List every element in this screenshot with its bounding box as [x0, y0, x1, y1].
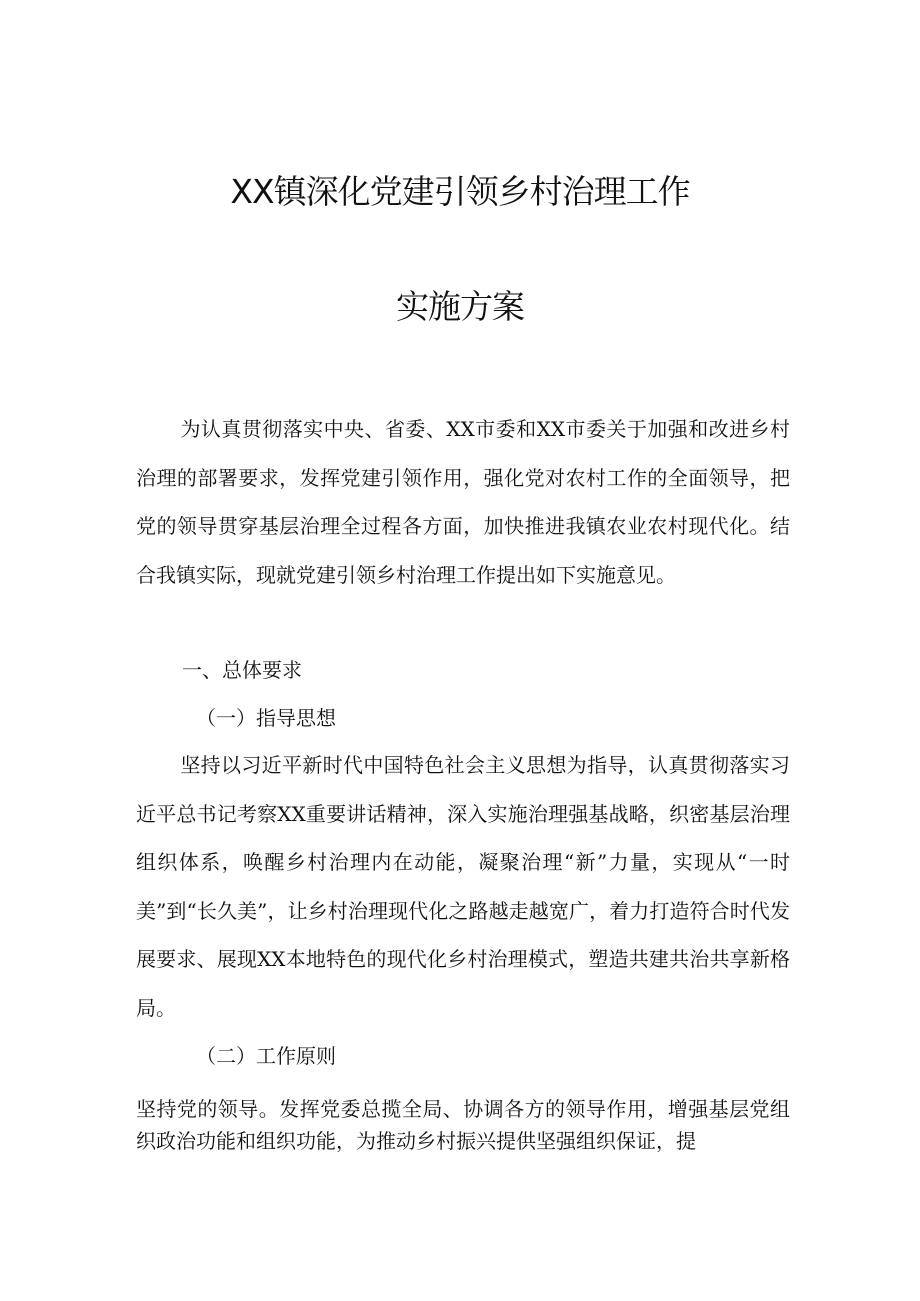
subsection-heading-guiding-ideology: （一）指导思想 — [196, 706, 336, 730]
guiding-ideology-text: 坚持以习近平新时代中国特色社会主义思想为指导，认真贯彻落实习近平总书记考察XX重要讲话精神，深入实施治理强基战略，织密基层治理组织体系，唤醒乡村治理内在动能，凝聚治理“新”力量，实现从“一时美”到“长久美”，让乡村治理现代化之路越走越宽广，着力打造符合时代发展要求、展现XX本地特色的现代化乡村治理模式，塑造共建共治共享新格局。 — [136, 753, 790, 1020]
intro-paragraph-text: 为认真贯彻落实中央、省委、XX市委和XX市委关于加强和改进乡村治理的部署要求，发挥党建引领作用，强化党对农村工作的全面领导，把党的领导贯穿基层治理全过程各方面，加快推进我镇农业农村现代化。结合我镇实际，现就党建引领乡村治理工作提出如下实施意见。 — [136, 417, 790, 587]
section-heading-general-requirements: 一、总体要求 — [182, 658, 302, 682]
intro-paragraph — [136, 405, 790, 599]
subsection-heading-work-principles: （二）工作原则 — [196, 1044, 336, 1068]
document-title-line-1: XX镇深化党建引领乡村治理工作 — [230, 172, 690, 211]
guiding-ideology-paragraph — [136, 741, 790, 1032]
document-title-line-2: 实施方案 — [396, 287, 524, 326]
work-principles-paragraph: 坚持党的领导。发挥党委总揽全局、协调各方的领导作用，增强基层党组织政治功能和组织功能，为推动乡村振兴提供坚强组织保证，提 — [136, 1097, 790, 1153]
